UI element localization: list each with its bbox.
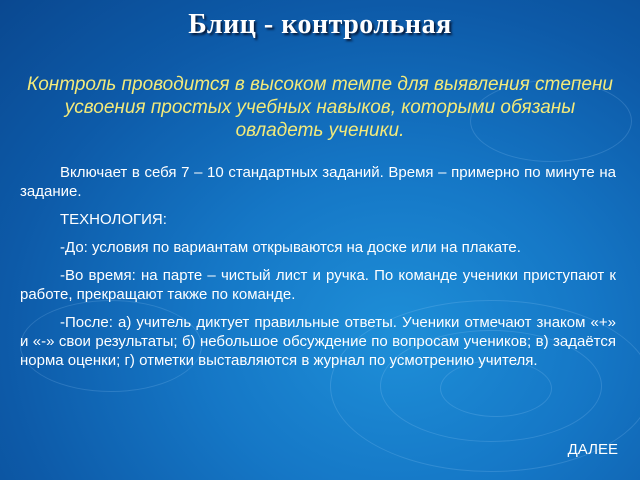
next-link[interactable]: ДАЛЕЕ — [567, 441, 618, 458]
body-paragraph: Включает в себя 7 – 10 стандартных заданий. Время – примерно по минуте на задание. — [20, 164, 616, 200]
body-paragraph: -Во время: на парте – чистый лист и ручка. По команде ученики приступают к работе, прекращают также по команде. — [20, 267, 616, 303]
slide-body — [20, 163, 616, 379]
slide-title: Блиц - контрольная — [188, 9, 452, 40]
slide-subtitle: Контроль проводится в высоком темпе для выявления степени усвоения простых учебных навыков, которыми обязаны овладеть ученики. — [27, 74, 613, 141]
body-paragraph: -После: а) учитель диктует правильные ответы. Ученики отмечают знаком «+» и «-» свои результаты; б) небольшое обсуждение по вопросам учеников; в) задаётся норма оценки; г) отметки выставляются в журнал по усмотрению учителя. — [20, 314, 616, 369]
body-paragraph: -До: условия по вариантам открываются на доске или на плакате. — [60, 239, 521, 256]
body-paragraph: ТЕХНОЛОГИЯ: — [60, 211, 167, 228]
